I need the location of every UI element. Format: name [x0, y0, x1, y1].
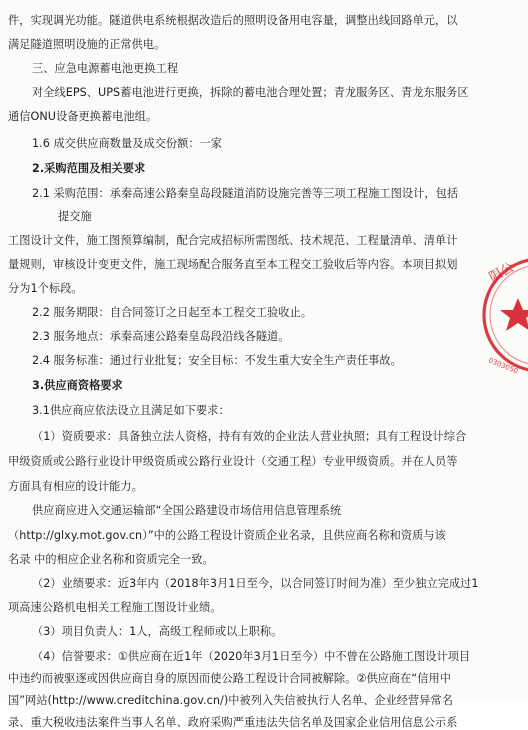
body-line: （2）业绩要求：近3年内（2018年3月1日至今，以合同签订时间为准）至少独立完成过1: [32, 577, 479, 590]
body-line: 供应商应进入交通运输部“全国公路建设市场信用信息管理系统: [32, 504, 342, 517]
seal-icon: [478, 240, 528, 390]
body-line: 甲级资质或公路行业设计甲级资质或公路行业设计（交通工程）专业甲级资质。并在人员等: [8, 455, 458, 468]
clause-2-2: 2.2 服务期限：自合同签订之日起至本工程交工验收止。: [32, 306, 313, 319]
body-line: （1）资质要求：具备独立法人资格，持有有效的企业法人营业执照；具有工程设计综合: [32, 430, 467, 443]
body-line: （3）项目负责人：1人，高级工程师或以上职称。: [32, 625, 283, 638]
clause-3-1: 3.1供应商应依法设立且满足如下要求：: [32, 404, 230, 417]
section-heading: 3.供应商资格要求: [32, 379, 123, 392]
body-line: 方面具有相应的设计能力。: [8, 480, 143, 493]
clause-2-3: 2.3 服务地点：承秦高速公路秦皇岛段沿线各隧道。: [32, 330, 290, 343]
svg-text:限公: 限公: [486, 260, 517, 286]
body-line: 量规则，审核设计变更文件，施工现场配合服务直至本工程交工验收后等内容。本项目拟划: [8, 258, 458, 271]
clause-2-1: 2.1 采购范围：承秦高速公路秦皇岛段隧道消防设施完善等三项工程施工图设计，包括: [32, 187, 459, 200]
clause-1-6: 1.6 成交供应商数量及成交份额：一家: [32, 137, 223, 150]
body-line: 提交施: [58, 210, 92, 223]
body-line: 通信ONU设备更换蓄电池组。: [8, 110, 158, 123]
svg-text:0303050: 0303050: [487, 356, 520, 376]
body-line: 工图设计文件，施工图预算编制，配合完成招标所需图纸、技术规范、工程量清单、清单计: [8, 234, 458, 247]
section-heading: 三、应急电源蓄电池更换工程: [32, 62, 179, 75]
body-line: 对全线EPS、UPS蓄电池进行更换，拆除的蓄电池合理处置；青龙服务区、青龙东服务区: [32, 86, 469, 99]
body-line: 件，实现调光功能。隧道供电系统根据改造后的照明设备用电容量，调整出线回路单元，以: [8, 14, 458, 27]
section-heading: 2.采购范围及相关要求: [32, 162, 146, 175]
body-line: 中违约而被驱逐或因供应商自身的原因而使公路工程设计合同被解除。②供应商在“信用中: [8, 672, 451, 685]
body-line: 名录 中的相应企业名称和资质完全一致。: [8, 553, 214, 566]
body-line: 项高速公路机电相关工程施工图设计业绩。: [8, 601, 222, 614]
body-line: （http://glxy.mot.gov.cn）”中的公路工程设计资质企业名录，且供应商名称和资质与该: [8, 529, 446, 542]
body-line: （4）信誉要求：①供应商在近1年（2020年3月1日至今）中不曾在公路施工图设计项目: [32, 650, 471, 663]
company-seal-stamp: [478, 240, 528, 390]
body-line: 国”网站(http://www.creditchina.gov.cn/)中被列入失信被执行人名单、企业经营异常名: [8, 694, 453, 707]
body-line: 满足隧道照明设施的正常供电。: [8, 38, 166, 51]
body-line: 分为1个标段。: [8, 282, 83, 295]
clause-2-4: 2.4 服务标准：通过行业批复；安全目标：不发生重大安全生产责任事故。: [32, 354, 402, 367]
body-line: 录、重大税收违法案件当事人名单、政府采购严重违法失信名单及国家企业信用信息公示系: [8, 716, 458, 729]
